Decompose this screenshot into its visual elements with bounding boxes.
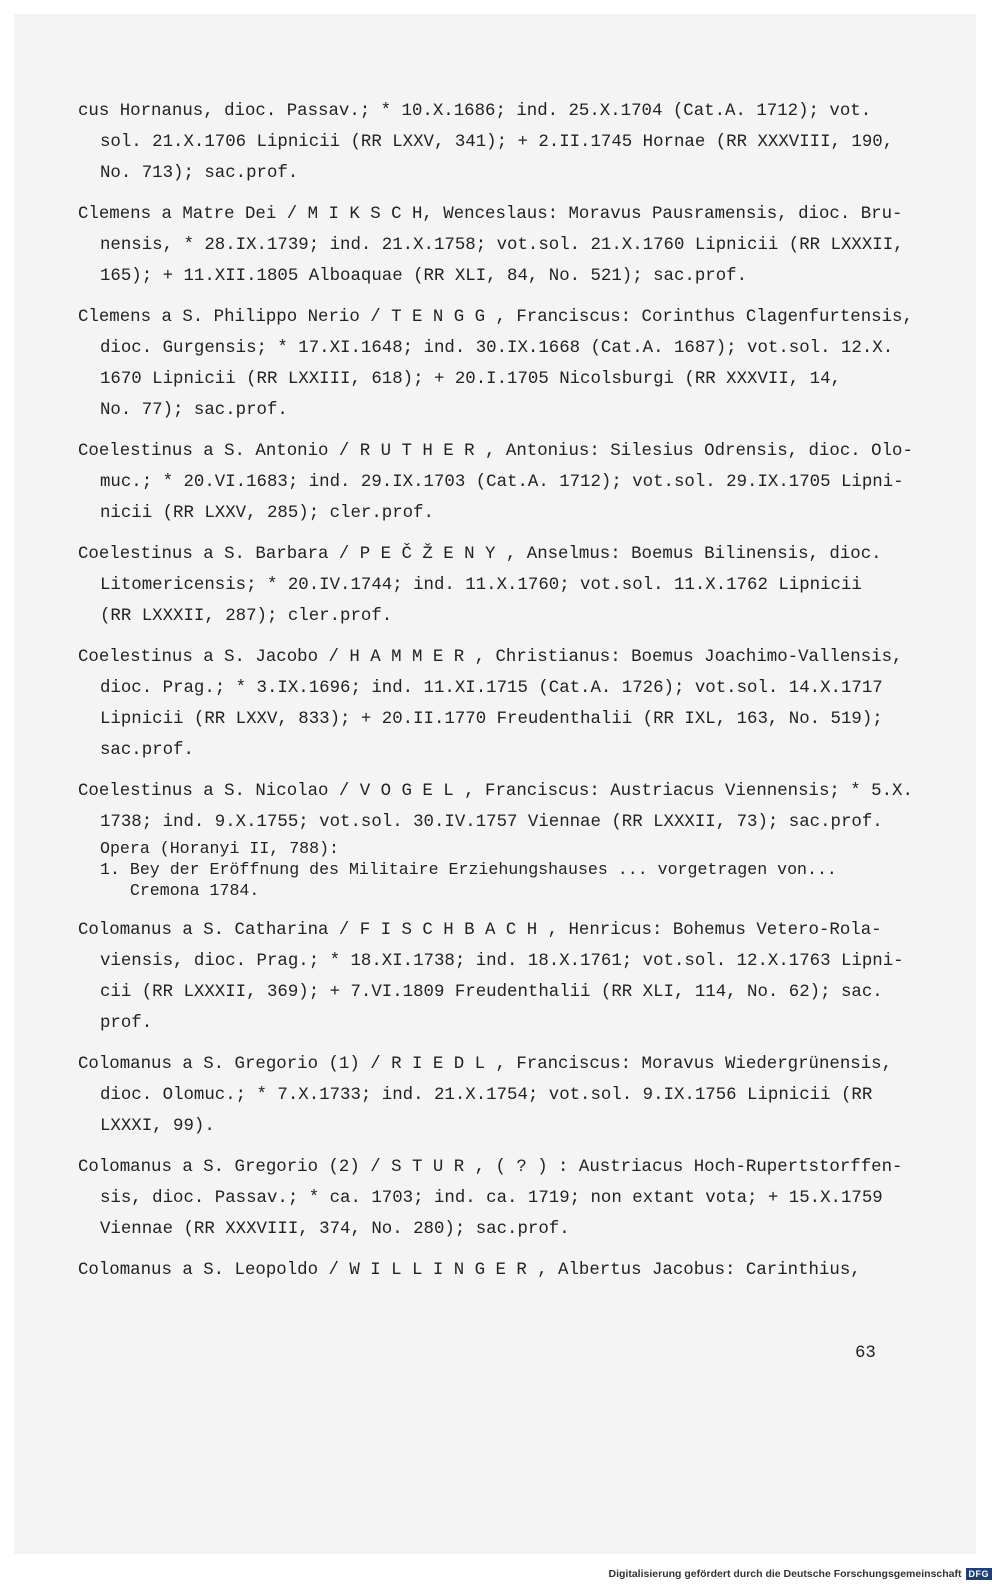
opera-heading: Opera (Horanyi II, 788): [100,839,339,858]
entry-hammer [78,642,908,766]
entry-line: dioc. Gurgensis; * 17.XI.1648; ind. 30.IX.1668 (Cat.A. 1687); vot.sol. 12.X. [100,339,894,358]
entry-continuation [78,96,908,189]
entry-line: Viennae (RR XXXVIII, 374, No. 280); sac.prof. [100,1220,570,1239]
entry-line: 1670 Lipnicii (RR LXXIII, 618); + 20.I.1705 Nicolsburgi (RR XXXVII, 14, [100,370,841,389]
entry-line: nicii (RR LXXV, 285); cler.prof. [100,504,434,523]
entry-line: No. 713); sac.prof. [100,164,299,183]
entry-line: cus Hornanus, dioc. Passav.; * 10.X.1686; ind. 25.X.1704 (Cat.A. 1712); vot. [78,102,872,121]
entry-line: Clemens a S. Philippo Nerio / T E N G G , Franciscus: Corinthus Clagenfurtensis, [78,308,913,327]
entry-line: nensis, * 28.IX.1739; ind. 21.X.1758; vot.sol. 21.X.1760 Lipnicii (RR LXXXII, [100,236,904,255]
entry-line: cii (RR LXXXII, 369); + 7.VI.1809 Freudenthalii (RR XLI, 114, No. 62); sac. [100,983,883,1002]
opera-item-continuation: Cremona 1784. [100,881,260,900]
entry-line: LXXXI, 99). [100,1117,215,1136]
entry-line: 165); + 11.XII.1805 Alboaquae (RR XLI, 84, No. 521); sac.prof. [100,267,748,286]
entry-line: Coelestinus a S. Jacobo / H A M M E R , Christianus: Boemus Joachimo-Vallensis, [78,648,903,667]
entry-stur [78,1152,908,1245]
entry-tengg [78,302,913,426]
entry-line: sis, dioc. Passav.; * ca. 1703; ind. ca. 1719; non extant vota; + 15.X.1759 [100,1189,883,1208]
entry-line: Coelestinus a S. Antonio / R U T H E R , Antonius: Silesius Odrensis, dioc. Olo- [78,442,913,461]
entry-line: Coelestinus a S. Nicolao / V O G E L , Franciscus: Austriacus Viennensis; * 5.X. [78,782,913,801]
entry-line: Colomanus a S. Gregorio (2) / S T U R , ( ? ) : Austriacus Hoch-Rupertstorffen- [78,1158,903,1177]
entry-miksch [78,199,908,292]
entry-line: No. 77); sac.prof. [100,401,288,420]
footer-credit [609,1568,992,1580]
entry-line: Clemens a Matre Dei / M I K S C H, Wenceslaus: Moravus Pausramensis, dioc. Bru- [78,205,903,224]
entry-line: dioc. Olomuc.; * 7.X.1733; ind. 21.X.1754; vot.sol. 9.IX.1756 Lipnicii (RR [100,1086,873,1105]
dfg-logo-icon: DFG [966,1568,993,1580]
entry-line: muc.; * 20.VI.1683; ind. 29.IX.1703 (Cat.A. 1712); vot.sol. 29.IX.1705 Lipni- [100,473,904,492]
entry-line: viensis, dioc. Prag.; * 18.XI.1738; ind. 18.X.1761; vot.sol. 12.X.1763 Lipni- [100,952,904,971]
entry-line: Colomanus a S. Gregorio (1) / R I E D L , Franciscus: Moravus Wiedergrünensis, [78,1055,893,1074]
entry-riedl [78,1049,908,1142]
entry-line: Colomanus a S. Leopoldo / W I L L I N G E R , Albertus Jacobus: Carinthius, [78,1261,861,1280]
entry-ruther [78,436,913,529]
entry-line: Lipnicii (RR LXXV, 833); + 20.II.1770 Freudenthalii (RR IXL, 163, No. 519); [100,710,883,729]
page-number: 63 [855,1344,876,1363]
entry-vogel [78,776,913,905]
entry-line: Coelestinus a S. Barbara / P E Č Ž E N Y , Anselmus: Boemus Bilinensis, dioc. [78,545,882,564]
entry-line: prof. [100,1014,153,1033]
footer-text: Digitalisierung gefördert durch die Deutsche Forschungsgemeinschaft [608,1568,962,1580]
entry-line: dioc. Prag.; * 3.IX.1696; ind. 11.XI.1715 (Cat.A. 1726); vot.sol. 14.X.1717 [100,679,883,698]
opera-item: 1. Bey der Eröffnung des Militaire Erziehungshauses ... vorgetragen von... [100,860,837,879]
entry-line: 1738; ind. 9.X.1755; vot.sol. 30.IV.1757 Viennae (RR LXXXII, 73); sac.prof. [100,813,883,832]
entry-line: sac.prof. [100,741,194,760]
page-body [78,96,913,1296]
entry-line: sol. 21.X.1706 Lipnicii (RR LXXV, 341); + 2.II.1745 Hornae (RR XXXVIII, 190, [100,133,894,152]
entry-line: Litomericensis; * 20.IV.1744; ind. 11.X.1760; vot.sol. 11.X.1762 Lipnicii [100,576,862,595]
entry-peczeny [78,539,908,632]
entry-fischbach [78,915,908,1039]
entry-line: Colomanus a S. Catharina / F I S C H B A C H , Henricus: Bohemus Vetero-Rola- [78,921,882,940]
entry-willinger [78,1255,908,1286]
entry-line: (RR LXXXII, 287); cler.prof. [100,607,393,626]
